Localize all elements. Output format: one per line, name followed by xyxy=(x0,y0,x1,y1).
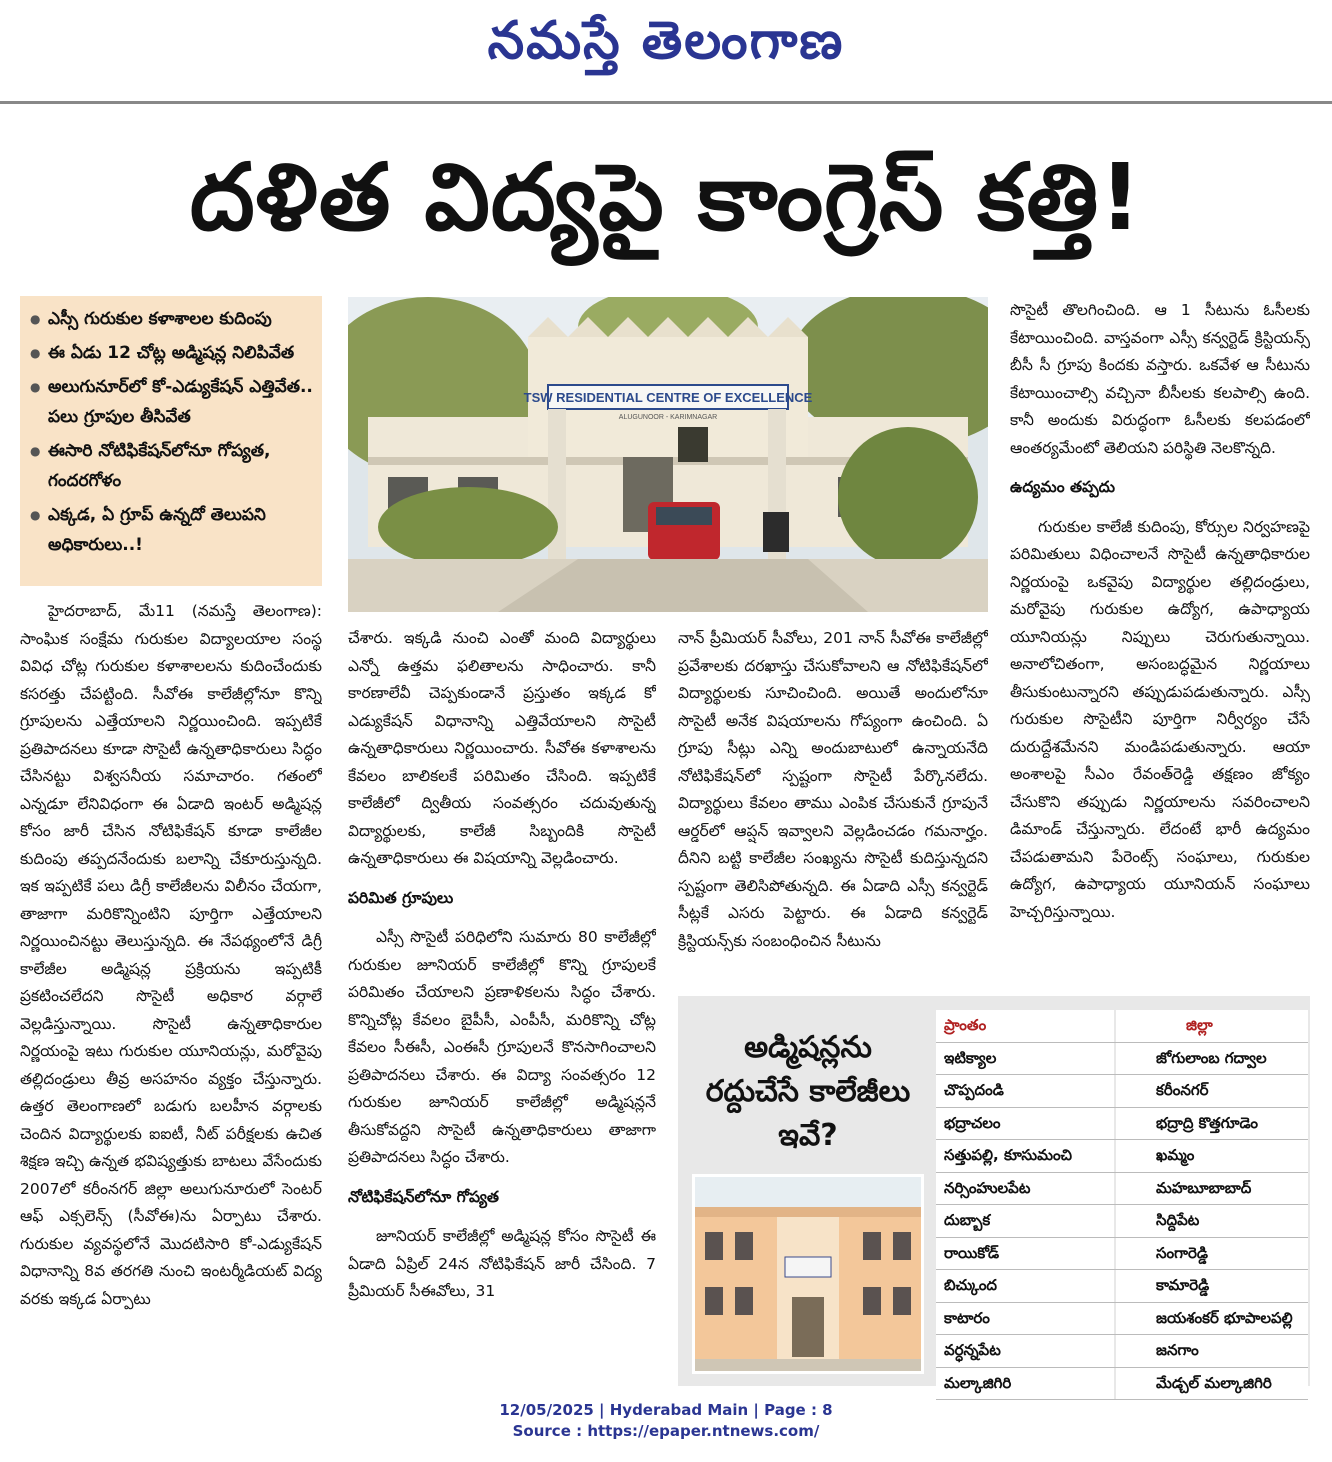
highlight-item: ● ఎక్కడ, ఏ గ్రూప్ ఉన్నదో తెలుపని అధికారులు..! xyxy=(30,500,314,560)
article-column-1 xyxy=(20,598,322,1388)
article-column-4 xyxy=(1010,297,1310,987)
article-paragraph: చేశారు. ఇక్కడి నుంచి ఎంతో మంది విద్యార్థులు ఎన్నో ఉత్తమ ఫలితాలను సాధించారు. కానీ కారణాలేవీ చెప్పకుండానే ప్రస్తుతం ఇక్కడ కో ఎడ్యుకేషన్ విధానాన్ని ఎత్తివేయాలని సొసైటీ ఉన్నతాధికారులు నిర్ణయించారు. సీవోఈ కళాశాలను కేవలం బాలికలకే పరిమితం చేసింది. ఇప్పటికే కాలేజీలో ద్వితీయ సంవత్సరం చదువుతున్న విద్యార్థులకు, కాలేజీ సిబ్బందికి సొసైటీ ఉన్నతాధికారులు ఈ విషయాన్ని వెల్లడించారు. xyxy=(348,629,656,867)
table-row: ఇటిక్యాల జోగులాంబ గద్వాల xyxy=(936,1043,1308,1076)
masthead-divider xyxy=(0,101,1332,104)
highlight-item: ● అలుగునూర్‌లో కో-ఎడ్యుకేషన్ ఎత్తివేత.. పలు గ్రూపుల తీసివేత xyxy=(30,372,314,432)
colleges-list-box xyxy=(678,996,1310,1392)
newspaper-logo: నమస్తే తెలంగాణ xyxy=(487,10,845,71)
bullet-icon: ● xyxy=(30,346,41,360)
bullet-icon: ● xyxy=(30,508,41,522)
article-paragraph: సొసైటీ తొలగించింది. ఆ 1 సీటును ఓసీలకు కేటాయించింది. వాస్తవంగా ఎస్సీ కన్వర్టెడ్ క్రిస్టియన్స్ బీసీ సీ గ్రూపు కిందకు వస్తారు. ఒకవేళ ఆ సీటును కేటాయించాల్సి వచ్చినా బీసీలకు కలపాల్సి ఉంది. కానీ అందుకు విరుద్ధంగా ఓసీలకు కలపడంలో ఆంతర్యమేంటో తెలియని పరిస్థితి నెలకొన్నది. xyxy=(1010,301,1310,457)
table-header-row xyxy=(936,1010,1308,1043)
signboard-subtext: ALUGUNOOR - KARIMNAGAR xyxy=(618,414,718,421)
article-paragraph: గురుకుల కాలేజీ కుదింపు, కోర్సుల నిర్వహణపై పరిమితులు విధించాలనే సొసైటీ ఉన్నతాధికారుల నిర్ణయంపై ఒకవైపు విద్యార్థుల తల్లిదండ్రులు, మరోవైపు గురుకుల ఉద్యోగ, ఉపాధ్యాయ యూనియన్లు నిప్పులు చెరుగుతున్నాయి. అనాలోచితంగా, అసంబద్ధమైన నిర్ణయాలు తీసుకుంటున్నారని తప్పుడుపడుతున్నారు. ఎస్సీ గురుకుల సొసైటీని పూర్తిగా నిర్వీర్యం చేసే దురుద్దేశమేనని మండిపడుతున్నారు. ఆయా అంశాలపై సీఎం రేవంత్‌రెడ్డి తక్షణం జోక్యం చేసుకొని తప్పుడు నిర్ణయాలను సవరించాలని డిమాండ్ చేస్తున్నారు. లేదంటే భారీ ఉద్యమం చేపడుతామని పేరెంట్స్ సంఘాలు, గురుకుల ఉద్యోగ, ఉపాధ్యాయ యూనియన్ సంఘాలు హెచ్చరిస్తున్నాయి. xyxy=(1010,517,1310,921)
bullet-icon: ● xyxy=(30,380,41,394)
table-row: కాటారం జయశంకర్ భూపాలపల్లి xyxy=(936,1303,1308,1336)
table-row: వర్ధన్నపేట జనగాం xyxy=(936,1335,1308,1368)
box-title: అడ్మిషన్లను రద్దుచేసే కాలేజీలు ఇవే? xyxy=(705,1030,911,1153)
table-row: చొప్పదండి కరీంనగర్ xyxy=(936,1075,1308,1108)
highlights-box xyxy=(20,296,322,586)
highlight-item: ● ఎస్సీ గురుకుల కళాశాలల కుదింపు xyxy=(30,304,314,334)
college-building-thumbnail xyxy=(692,1174,924,1374)
edition-info: 12/05/2025 | Hyderabad Main | Page : 8 xyxy=(499,1401,833,1419)
article-paragraph: జూనియర్ కాలేజీల్లో అడ్మిషన్ల కోసం సొసైటీ ఈ ఏడాది ఏప్రిల్ 24న నోటిఫికేషన్ జారీ చేసింది. 7 ప్రీమియర్ సీఈవోలు, 31 xyxy=(348,1227,656,1300)
article-column-3 xyxy=(678,625,988,985)
page-footer xyxy=(0,1400,1332,1442)
table-row: భద్రాచలం భద్రాద్రి కొత్తగూడెం xyxy=(936,1108,1308,1141)
table-row: సత్తుపల్లి, కూసుమంచి ఖమ్మం xyxy=(936,1140,1308,1173)
article-paragraph: ఎస్సీ సొసైటీ పరిధిలోని సుమారు 80 కాలేజీల్లో గురుకుల జూనియర్ కాలేజీల్లో కొన్ని గ్రూపులకే పరిమితం చేయాలని ప్రణాళికలను సిద్ధం చేశారు. కొన్నిచోట్ల కేవలం బైపీసీ, ఎంపీసీ, మరికొన్ని చోట్ల కేవలం సీఈసీ, ఎంఈసీ గ్రూపులనే కొనసాగించాలని ప్రతిపాదనలు చేశారు. ఈ విద్యా సంవత్సరం 12 గురుకుల జూనియర్ కాలేజీల్లో అడ్మిషన్లనే తీసుకోవద్దని సొసైటీ ఉన్నతాధికారులు తాజాగా ప్రతిపాదనలు సిద్ధం చేశారు. xyxy=(348,928,656,1166)
subheading: నోటిఫికేషన్‌లోనూ గోప్యత xyxy=(348,1187,499,1206)
article-paragraph: నాన్ ప్రీమియర్ సీవోలు, 201 నాన్ సీవోఈ కాలేజీల్లో ప్రవేశాలకు దరఖాస్తు చేసుకోవాలని ఆ నోటిఫికేషన్‌లో విద్యార్థులకు సూచించింది. అయితే అందులోనూ సొసైటీ అనేక విషయాలను గోప్యంగా ఉంచింది. ఏ గ్రూపు సీట్లు ఎన్ని అందుబాటులో ఉన్నాయనేది నోటిఫికేషన్‌లో స్పష్టంగా సొసైటీ పేర్కొనలేదు. విద్యార్థులు కేవలం తాము ఎంపిక చేసుకునే గ్రూపునే ఆర్డర్‌లో ఆప్షన్ ఇవ్వాలని వెల్లడించడం గమనార్హం. దీనిని బట్టి కాలేజీల సంఖ్యను సొసైటీ కుదిస్తున్నదని స్పష్టంగా తెలిసిపోతున్నది. ఈ ఏడాది ఎస్సీ కన్వర్టెడ్ సీట్లకే ఎసరు పెట్టారు. ఈ ఏడాది కన్వర్టెడ్ క్రిస్టియన్స్‌కు సంబంధించిన సీటును xyxy=(678,629,988,950)
table-row: నర్సింహులపేట మహబూబాబాద్ xyxy=(936,1173,1308,1206)
bullet-icon: ● xyxy=(30,444,41,458)
source-link[interactable]: Source : https://epaper.ntnews.com/ xyxy=(512,1422,820,1440)
column-header-district: జిల్లా xyxy=(1116,1010,1308,1042)
highlight-item: ● ఈసారి నోటిఫికేషన్‌లోనూ గోప్యత, గందరగోళం xyxy=(30,436,314,496)
article-paragraph: హైదరాబాద్, మే11 (నమస్తే తెలంగాణ): సాంఘిక సంక్షేమ గురుకుల విద్యాలయాల సంస్థ వివిధ చోట్ల గురుకుల కళాశాలలను కుదించేందుకు కసరత్తు చేపట్టింది. సీవోఈ కాలేజీల్లోనూ కొన్ని గ్రూపులను ఎత్తేయాలని నిర్ణయించింది. ఇప్పటికే ప్రతిపాదనలు కూడా సొసైటీ ఉన్నతాధికారులు సిద్ధం చేసినట్టు విశ్వసనీయ సమాచారం. గతంలో ఎన్నడూ లేనివిధంగా ఈ ఏడాది ఇంటర్ అడ్మిషన్ల కోసం జారీ చేసిన నోటిఫికేషన్ కూడా కాలేజీల కుదింపు తప్పదనేందుకు బలాన్ని చేకూరుస్తున్నది. ఇక ఇప్పటికే పలు డిగ్రీ కాలేజీలను విలీనం చేయగా, తాజాగా మరికొన్నింటిని పూర్తిగా ఎత్తేయాలని నిర్ణయించినట్టు తెలుస్తున్నది. ఈ నేపథ్యంలోనే డిగ్రీ కాలేజీల అడ్మిషన్ల ప్రక్రియను ఇప్పటికీ ప్రకటించలేదని సొసైటీ అధికార వర్గాలే వెల్లడిస్తున్నాయి. సొసైటీ ఉన్నతాధికారుల నిర్ణయంపై ఇటు గురుకుల యూనియన్లు, మరోవైపు తల్లిదండ్రులు తీవ్ర అసహనం వ్యక్తం చేస్తున్నారు. ఉత్తర తెలంగాణలో బడుగు బలహీన వర్గాలకు చెందిన విద్యార్థులకు ఐఐటీ, నీట్ పరీక్షలకు ఉచిత శిక్షణ ఇచ్చి ఉన్నత భవిష్యత్తుకు బాటలు వేసేందుకు 2007లో కరీంనగర్ జిల్లా అలుగునూరులో సెంటర్ ఆఫ్ ఎక్సలెన్స్ (సీవోఈ)ను ఏర్పాటు చేశారు. గురుకుల వ్యవస్థలోనే మొదటిసారి కో-ఎడ్యుకేషన్ విధానాన్ని 8వ తరగతి నుంచి ఇంటర్మీడియట్ విద్య వరకు ఇక్కడ ఏర్పాటు xyxy=(20,602,322,1308)
table-row: బిచ్కుంద కామారెడ్డి xyxy=(936,1270,1308,1303)
colleges-table xyxy=(936,1010,1308,1400)
table-row: రాయికోడ్ సంగారెడ్డి xyxy=(936,1238,1308,1271)
highlight-item: ● ఈ ఏడు 12 చోట్ల అడ్మిషన్ల నిలిపివేత xyxy=(30,338,314,368)
article-headline: దళిత విద్యపై కాంగ్రెస్ కత్తి! xyxy=(189,144,1143,251)
signboard-text: TSW RESIDENTIAL CENTRE OF EXCELLENCE xyxy=(523,390,813,405)
subheading: పరిమిత గ్రూపులు xyxy=(348,888,454,907)
bullet-icon: ● xyxy=(30,312,41,326)
college-building-photo xyxy=(348,297,988,612)
masthead xyxy=(0,0,1332,100)
column-header-area: ప్రాంతం xyxy=(936,1010,1116,1042)
article-column-2 xyxy=(348,625,656,1385)
table-row: మల్కాజిగిరి మేడ్చల్ మల్కాజిగిరి xyxy=(936,1368,1308,1401)
subheading: ఉద్యమం తప్పదు xyxy=(1010,478,1115,496)
table-row: దుబ్బాక సిద్దిపేట xyxy=(936,1205,1308,1238)
